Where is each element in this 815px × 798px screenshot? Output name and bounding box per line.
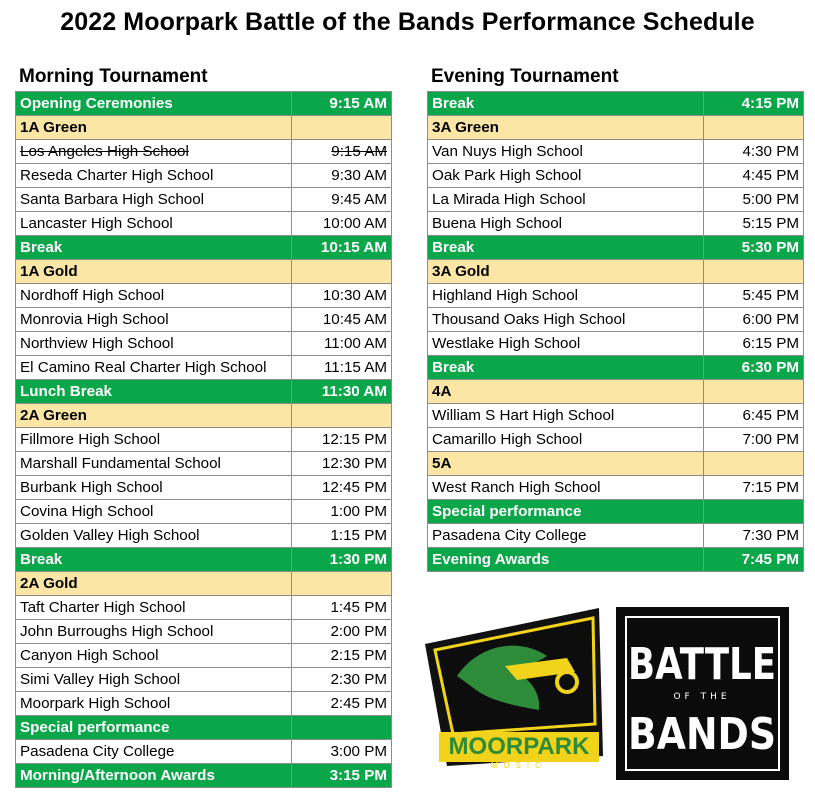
schedule-name-cell: Santa Barbara High School bbox=[16, 188, 292, 212]
music-logo-text: MUSIC bbox=[491, 761, 547, 770]
schedule-name-cell: El Camino Real Charter High School bbox=[16, 356, 292, 380]
of-the-logo-text: OF THE bbox=[673, 692, 731, 702]
schedule-time-cell: 10:00 AM bbox=[292, 212, 392, 236]
schedule-time-cell: 9:15 AM bbox=[292, 92, 392, 116]
schedule-break-row bbox=[16, 236, 392, 260]
schedule-name-cell: Golden Valley High School bbox=[16, 524, 292, 548]
schedule-name-cell: Westlake High School bbox=[428, 332, 704, 356]
schedule-break-row bbox=[16, 92, 392, 116]
schedule-time-cell: 1:00 PM bbox=[292, 500, 392, 524]
schedule-name-cell: Taft Charter High School bbox=[16, 596, 292, 620]
schedule-time-cell bbox=[292, 404, 392, 428]
schedule-time-cell: 2:30 PM bbox=[292, 668, 392, 692]
schedule-name-cell: 1A Gold bbox=[16, 260, 292, 284]
schedule-category-row bbox=[428, 260, 804, 284]
schedule-time-cell: 5:00 PM bbox=[704, 188, 804, 212]
schedule-time-cell bbox=[292, 260, 392, 284]
schedule-name-cell: Highland High School bbox=[428, 284, 704, 308]
schedule-row bbox=[16, 524, 392, 548]
evening-schedule-table bbox=[427, 91, 804, 572]
schedule-row bbox=[16, 740, 392, 764]
schedule-name-cell: Lunch Break bbox=[16, 380, 292, 404]
schedule-row bbox=[16, 428, 392, 452]
schedule-time-cell: 10:15 AM bbox=[292, 236, 392, 260]
schedule-name-cell: 5A bbox=[428, 452, 704, 476]
schedule-name-cell: Oak Park High School bbox=[428, 164, 704, 188]
schedule-break-row bbox=[16, 716, 392, 740]
schedule-name-cell: Opening Ceremonies bbox=[16, 92, 292, 116]
schedule-time-cell: 2:00 PM bbox=[292, 620, 392, 644]
schedule-time-cell: 10:30 AM bbox=[292, 284, 392, 308]
schedule-break-row bbox=[16, 380, 392, 404]
schedule-name-cell: Morning/Afternoon Awards bbox=[16, 764, 292, 788]
schedule-name-cell: 4A bbox=[428, 380, 704, 404]
page-title: 2022 Moorpark Battle of the Bands Performance Schedule bbox=[60, 8, 755, 36]
schedule-time-cell bbox=[704, 380, 804, 404]
schedule-name-cell: Moorpark High School bbox=[16, 692, 292, 716]
schedule-break-row bbox=[428, 500, 804, 524]
schedule-time-cell: 2:45 PM bbox=[292, 692, 392, 716]
schedule-time-cell: 7:15 PM bbox=[704, 476, 804, 500]
schedule-time-cell: 6:00 PM bbox=[704, 308, 804, 332]
schedule-row bbox=[428, 308, 804, 332]
schedule-name-cell: Break bbox=[428, 92, 704, 116]
schedule-name-cell: 3A Gold bbox=[428, 260, 704, 284]
schedule-name-cell: William S Hart High School bbox=[428, 404, 704, 428]
schedule-category-row bbox=[428, 116, 804, 140]
schedule-name-cell: 3A Green bbox=[428, 116, 704, 140]
schedule-time-cell: 1:30 PM bbox=[292, 548, 392, 572]
schedule-name-cell: 2A Gold bbox=[16, 572, 292, 596]
schedule-name-cell: 1A Green bbox=[16, 116, 292, 140]
morning-schedule-table bbox=[15, 91, 392, 788]
schedule-category-row bbox=[16, 404, 392, 428]
schedule-time-cell: 9:45 AM bbox=[292, 188, 392, 212]
schedule-category-row bbox=[16, 572, 392, 596]
schedule-name-cell: Special performance bbox=[16, 716, 292, 740]
schedule-name-cell: Special performance bbox=[428, 500, 704, 524]
battle-of-the-bands-logo bbox=[616, 607, 789, 780]
evening-tournament-heading: Evening Tournament bbox=[431, 66, 619, 87]
schedule-name-cell: Simi Valley High School bbox=[16, 668, 292, 692]
schedule-row bbox=[428, 428, 804, 452]
schedule-row bbox=[428, 140, 804, 164]
schedule-name-cell: Los Angeles High School bbox=[16, 140, 292, 164]
schedule-name-cell: Burbank High School bbox=[16, 476, 292, 500]
schedule-name-cell: John Burroughs High School bbox=[16, 620, 292, 644]
schedule-name-cell: Fillmore High School bbox=[16, 428, 292, 452]
schedule-row bbox=[16, 308, 392, 332]
schedule-time-cell: 6:45 PM bbox=[704, 404, 804, 428]
schedule-time-cell: 5:15 PM bbox=[704, 212, 804, 236]
moorpark-logo-text: MOORPARK bbox=[448, 733, 590, 760]
battle-logo-text: BATTLE bbox=[628, 639, 776, 690]
schedule-time-cell: 6:30 PM bbox=[704, 356, 804, 380]
schedule-break-row bbox=[428, 356, 804, 380]
schedule-name-cell: Lancaster High School bbox=[16, 212, 292, 236]
schedule-row bbox=[428, 188, 804, 212]
moorpark-music-logo bbox=[417, 606, 609, 772]
schedule-row bbox=[16, 476, 392, 500]
schedule-row bbox=[428, 524, 804, 548]
schedule-time-cell: 1:15 PM bbox=[292, 524, 392, 548]
schedule-row bbox=[428, 164, 804, 188]
schedule-category-row bbox=[428, 452, 804, 476]
schedule-row bbox=[16, 500, 392, 524]
schedule-name-cell: La Mirada High School bbox=[428, 188, 704, 212]
schedule-name-cell: Pasadena City College bbox=[16, 740, 292, 764]
bands-logo-text: BANDS bbox=[628, 709, 776, 760]
schedule-row bbox=[428, 284, 804, 308]
schedule-name-cell: Break bbox=[428, 356, 704, 380]
schedule-row bbox=[428, 212, 804, 236]
schedule-time-cell: 6:15 PM bbox=[704, 332, 804, 356]
schedule-time-cell bbox=[292, 716, 392, 740]
schedule-time-cell: 4:30 PM bbox=[704, 140, 804, 164]
schedule-name-cell: Marshall Fundamental School bbox=[16, 452, 292, 476]
schedule-name-cell: West Ranch High School bbox=[428, 476, 704, 500]
schedule-row bbox=[16, 212, 392, 236]
schedule-name-cell: Break bbox=[16, 548, 292, 572]
schedule-name-cell: Covina High School bbox=[16, 500, 292, 524]
schedule-category-row bbox=[16, 260, 392, 284]
schedule-row bbox=[16, 356, 392, 380]
schedule-row bbox=[16, 188, 392, 212]
schedule-time-cell: 4:15 PM bbox=[704, 92, 804, 116]
schedule-time-cell bbox=[704, 500, 804, 524]
schedule-row bbox=[16, 284, 392, 308]
schedule-row bbox=[16, 140, 392, 164]
schedule-category-row bbox=[16, 116, 392, 140]
schedule-name-cell: Canyon High School bbox=[16, 644, 292, 668]
schedule-time-cell bbox=[704, 260, 804, 284]
schedule-time-cell: 7:00 PM bbox=[704, 428, 804, 452]
schedule-time-cell: 5:45 PM bbox=[704, 284, 804, 308]
schedule-break-row bbox=[428, 548, 804, 572]
schedule-time-cell: 3:00 PM bbox=[292, 740, 392, 764]
schedule-time-cell: 10:45 AM bbox=[292, 308, 392, 332]
schedule-row bbox=[16, 452, 392, 476]
schedule-row bbox=[428, 332, 804, 356]
schedule-time-cell: 2:15 PM bbox=[292, 644, 392, 668]
schedule-time-cell bbox=[292, 572, 392, 596]
schedule-time-cell: 7:30 PM bbox=[704, 524, 804, 548]
schedule-name-cell: Thousand Oaks High School bbox=[428, 308, 704, 332]
schedule-time-cell: 5:30 PM bbox=[704, 236, 804, 260]
schedule-break-row bbox=[428, 92, 804, 116]
schedule-time-cell: 9:30 AM bbox=[292, 164, 392, 188]
schedule-row bbox=[16, 668, 392, 692]
schedule-break-row bbox=[16, 764, 392, 788]
schedule-time-cell: 3:15 PM bbox=[292, 764, 392, 788]
schedule-name-cell: Evening Awards bbox=[428, 548, 704, 572]
schedule-name-cell: Buena High School bbox=[428, 212, 704, 236]
schedule-time-cell bbox=[704, 116, 804, 140]
schedule-row bbox=[16, 620, 392, 644]
schedule-name-cell: Monrovia High School bbox=[16, 308, 292, 332]
schedule-time-cell: 7:45 PM bbox=[704, 548, 804, 572]
schedule-time-cell: 1:45 PM bbox=[292, 596, 392, 620]
schedule-row bbox=[428, 476, 804, 500]
schedule-row bbox=[16, 332, 392, 356]
schedule-name-cell: Camarillo High School bbox=[428, 428, 704, 452]
schedule-time-cell: 12:45 PM bbox=[292, 476, 392, 500]
schedule-time-cell bbox=[704, 452, 804, 476]
schedule-row bbox=[16, 644, 392, 668]
schedule-time-cell bbox=[292, 116, 392, 140]
schedule-name-cell: 2A Green bbox=[16, 404, 292, 428]
schedule-row bbox=[16, 164, 392, 188]
schedule-name-cell: Break bbox=[428, 236, 704, 260]
schedule-time-cell: 12:15 PM bbox=[292, 428, 392, 452]
schedule-name-cell: Nordhoff High School bbox=[16, 284, 292, 308]
schedule-name-cell: Northview High School bbox=[16, 332, 292, 356]
schedule-time-cell: 11:15 AM bbox=[292, 356, 392, 380]
schedule-row bbox=[16, 596, 392, 620]
schedule-break-row bbox=[428, 236, 804, 260]
schedule-time-cell: 12:30 PM bbox=[292, 452, 392, 476]
schedule-row bbox=[428, 404, 804, 428]
schedule-name-cell: Van Nuys High School bbox=[428, 140, 704, 164]
schedule-time-cell: 11:00 AM bbox=[292, 332, 392, 356]
schedule-time-cell: 11:30 AM bbox=[292, 380, 392, 404]
schedule-time-cell: 4:45 PM bbox=[704, 164, 804, 188]
morning-tournament-heading: Morning Tournament bbox=[19, 66, 208, 87]
schedule-name-cell: Pasadena City College bbox=[428, 524, 704, 548]
schedule-category-row bbox=[428, 380, 804, 404]
schedule-break-row bbox=[16, 548, 392, 572]
schedule-name-cell: Reseda Charter High School bbox=[16, 164, 292, 188]
schedule-time-cell: 9:15 AM bbox=[292, 140, 392, 164]
schedule-row bbox=[16, 692, 392, 716]
schedule-name-cell: Break bbox=[16, 236, 292, 260]
